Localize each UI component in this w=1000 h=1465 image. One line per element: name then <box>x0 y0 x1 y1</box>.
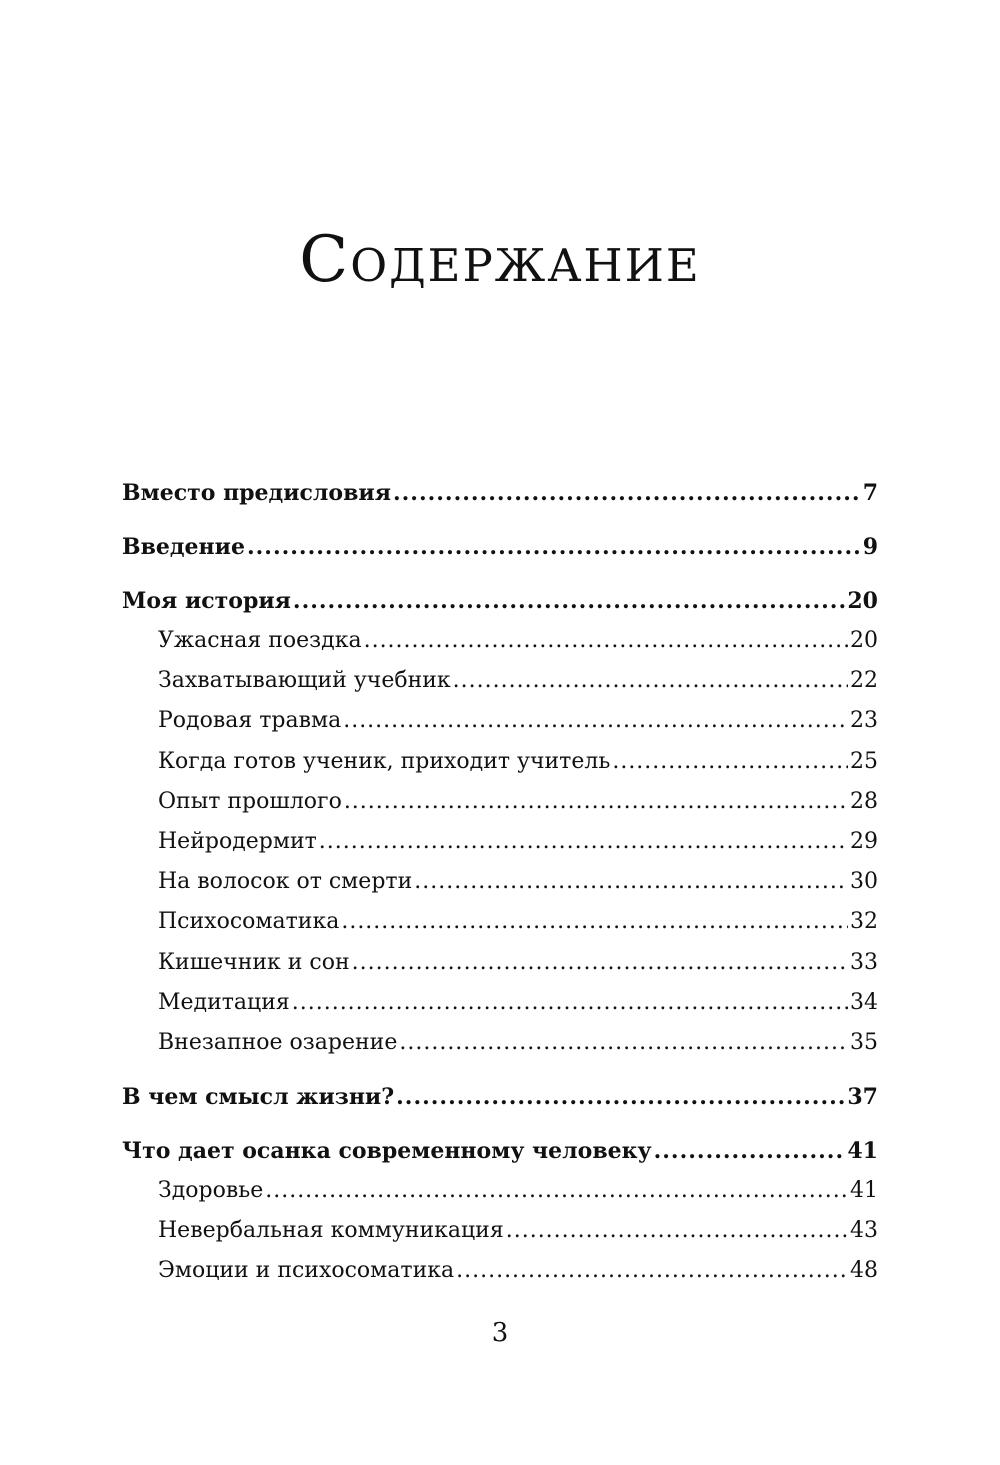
toc-entry <box>122 749 878 789</box>
toc-entry <box>122 950 878 990</box>
leader-dots <box>343 708 848 733</box>
toc-entry <box>122 990 878 1030</box>
toc-entry-page: 43 <box>850 1218 878 1244</box>
leader-dots <box>352 950 848 975</box>
toc-entry-page: 25 <box>850 748 878 774</box>
toc-entry-page: 33 <box>850 949 878 975</box>
toc-entry-label: Невербальная коммуникация <box>158 1218 504 1244</box>
toc-entry-page: 20 <box>847 588 878 614</box>
toc-entry <box>122 1030 878 1070</box>
toc-entry-label: Моя история <box>122 588 291 614</box>
table-of-contents <box>122 480 878 1299</box>
toc-entry-label: Вместо предисловия <box>122 480 391 506</box>
leader-dots <box>456 1258 848 1283</box>
toc-entry <box>122 588 878 628</box>
leader-dots <box>414 869 848 894</box>
toc-entry <box>122 789 878 829</box>
leader-dots <box>612 749 848 774</box>
toc-entry-page: 41 <box>847 1138 878 1165</box>
toc-entry-label: Опыт прошлого <box>158 788 342 814</box>
toc-entry <box>122 708 878 748</box>
leader-dots <box>247 534 861 560</box>
page-number: 3 <box>491 1318 509 1348</box>
toc-entry-label: Кишечник и сон <box>158 949 350 975</box>
toc-entry-page: 23 <box>850 708 878 734</box>
leader-dots <box>506 1218 848 1243</box>
toc-entry-page: 9 <box>862 534 878 560</box>
toc-entry <box>122 909 878 949</box>
toc-entry <box>122 1178 878 1218</box>
leader-dots <box>293 588 845 614</box>
page-title: Содержание <box>299 222 701 297</box>
toc-entry-label: Введение <box>122 534 245 560</box>
toc-entry <box>122 1084 878 1124</box>
toc-entry-page: 22 <box>850 668 878 694</box>
leader-dots <box>319 829 848 854</box>
leader-dots <box>341 909 848 934</box>
toc-entry <box>122 480 878 520</box>
toc-entry-label: Захватывающий учебник <box>158 668 451 694</box>
toc-entry-label: Медитация <box>158 989 290 1015</box>
toc-entry-label: Когда готов ученик, приходит учитель <box>158 748 611 774</box>
toc-entry <box>122 869 878 909</box>
leader-dots <box>364 628 848 653</box>
toc-entry <box>122 1258 878 1298</box>
toc-entry-page: 34 <box>850 989 878 1015</box>
toc-entry-page: 28 <box>850 788 878 814</box>
toc-entry-label: Что дает осанка современному человеку <box>122 1138 652 1165</box>
toc-entry <box>122 829 878 869</box>
toc-entry-page: 20 <box>850 628 878 653</box>
toc-entry-page: 48 <box>850 1258 878 1284</box>
toc-entry-page: 32 <box>850 909 878 935</box>
leader-dots <box>399 1030 848 1055</box>
leader-dots <box>393 480 861 506</box>
leader-dots <box>344 789 848 814</box>
leader-dots <box>265 1178 848 1203</box>
toc-entry-label: На волосок от смерти <box>158 869 413 895</box>
toc-entry-page: 30 <box>850 869 878 895</box>
toc-entry-page: 7 <box>862 480 878 506</box>
toc-entry-label: Ужасная поездка <box>158 628 362 653</box>
toc-entry <box>122 1218 878 1258</box>
toc-entry-label: Психосоматика <box>158 909 340 935</box>
toc-entry-label: Здоровье <box>158 1178 264 1204</box>
toc-entry-page: 29 <box>850 828 878 854</box>
leader-dots <box>396 1084 845 1110</box>
toc-entry-label: Внезапное озарение <box>158 1029 398 1055</box>
toc-entry-label: Родовая травма <box>158 708 342 734</box>
leader-dots <box>292 990 848 1015</box>
toc-entry-label: Эмоции и психосоматика <box>158 1258 455 1284</box>
toc-entry-page: 37 <box>847 1084 878 1111</box>
leader-dots <box>654 1138 846 1164</box>
toc-entry <box>122 1138 878 1178</box>
toc-entry <box>122 628 878 668</box>
toc-entry-label: Нейродермит <box>158 828 317 854</box>
toc-entry-label: В чем смысл жизни? <box>122 1084 395 1111</box>
toc-entry-page: 35 <box>850 1029 878 1055</box>
leader-dots <box>453 668 848 693</box>
toc-entry <box>122 668 878 708</box>
toc-entry <box>122 534 878 574</box>
toc-entry-page: 41 <box>850 1178 878 1204</box>
